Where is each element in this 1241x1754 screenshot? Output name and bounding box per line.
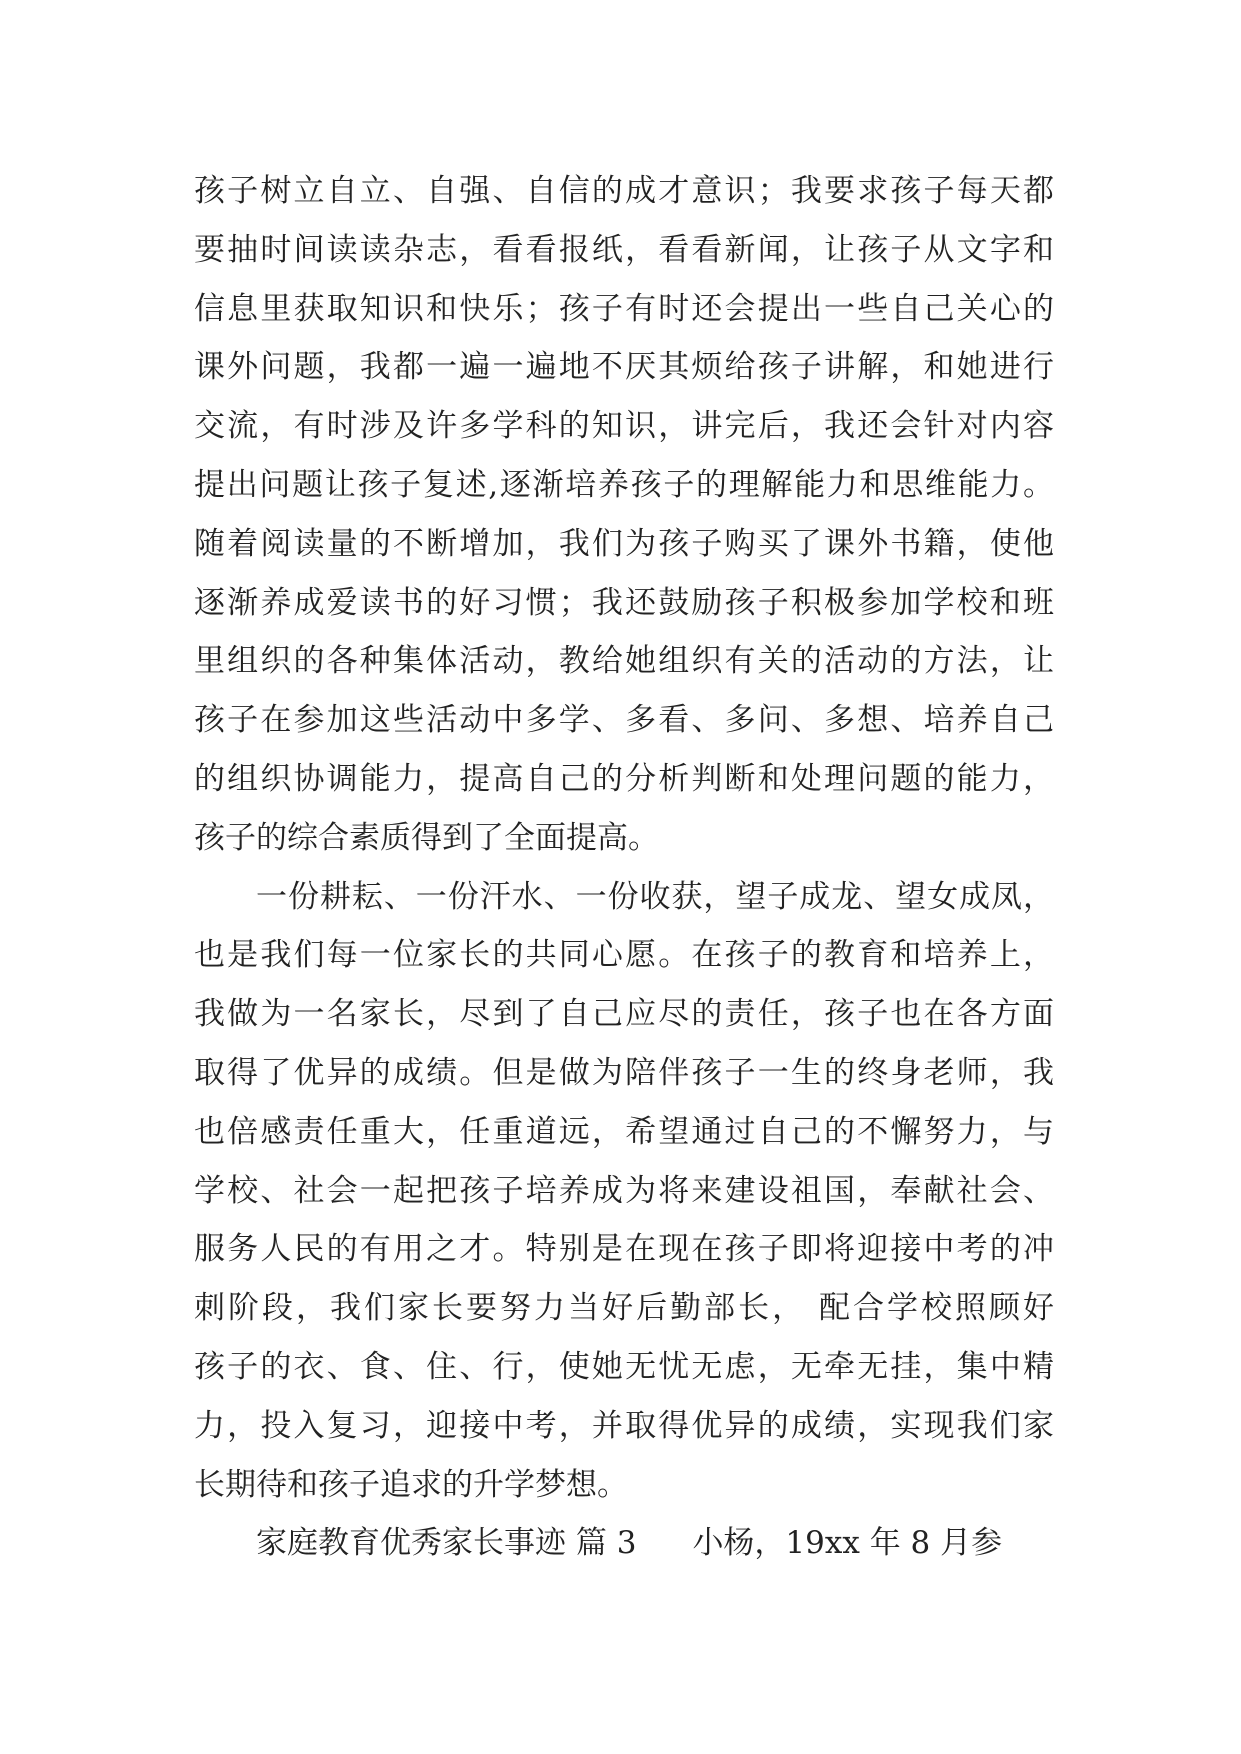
- text-line: 要抽时间读读杂志，看看报纸，看看新闻，让孩子从文字和: [194, 231, 1054, 268]
- text-line: 刺阶段，我们家长要努力当好后勤部长， 配合学校照顾好: [194, 1290, 1054, 1327]
- text-line: 也是我们每一位家长的共同心愿。在孩子的教育和培养上，: [194, 937, 1054, 974]
- text-line: 课外问题，我都一遍一遍地不厌其烦给孩子讲解，和她进行: [194, 349, 1054, 386]
- section-text-start: 小杨，19xx 年 8 月参: [692, 1525, 1003, 1562]
- text-line: 学校、社会一起把孩子培养成为将来建设祖国，奉献社会、: [194, 1172, 1054, 1209]
- text-line: 力，投入复习，迎接中考，并取得优异的成绩，实现我们家: [194, 1407, 1054, 1444]
- section-title: 家庭教育优秀家长事迹 篇 3: [256, 1525, 637, 1562]
- document-body: [194, 162, 1054, 1573]
- section-heading-line: [194, 1514, 1054, 1573]
- text-line: 我做为一名家长，尽到了自己应尽的责任，孩子也在各方面: [194, 996, 1054, 1033]
- text-line: 取得了优异的成绩。但是做为陪伴孩子一生的终身老师，我: [194, 1054, 1054, 1091]
- text-line: 孩子树立自立、自强、自信的成才意识；我要求孩子每天都: [194, 173, 1054, 209]
- paragraph-2: [194, 868, 1054, 1515]
- text-line: 的组织协调能力，提高自己的分析判断和处理问题的能力，: [194, 760, 1054, 797]
- text-line: 逐渐养成爱读书的好习惯；我还鼓励孩子积极参加学校和班: [194, 584, 1054, 621]
- text-line: 信息里获取知识和快乐；孩子有时还会提出一些自己关心的: [194, 290, 1054, 327]
- text-line: 长期待和孩子追求的升学梦想。: [194, 1466, 628, 1503]
- text-line: 一份耕耘、一份汗水、一份收获，望子成龙、望女成凤，: [256, 878, 1054, 915]
- paragraph-1: [194, 162, 1054, 868]
- text-line: 孩子在参加这些活动中多学、多看、多问、多想、培养自己: [194, 702, 1054, 739]
- text-line: 服务人民的有用之才。特别是在现在孩子即将迎接中考的冲: [194, 1231, 1054, 1268]
- text-line: 提出问题让孩子复述,逐渐培养孩子的理解能力和思维能力。: [194, 466, 1054, 503]
- text-line: 孩子的衣、食、住、行，使她无忧无虑，无牵无挂，集中精: [194, 1348, 1054, 1385]
- text-line: 里组织的各种集体活动，教给她组织有关的活动的方法，让: [194, 643, 1054, 680]
- text-line: 也倍感责任重大，任重道远，希望通过自己的不懈努力，与: [194, 1113, 1054, 1150]
- text-line: 孩子的综合素质得到了全面提高。: [194, 819, 659, 856]
- text-line: 交流，有时涉及许多学科的知识，讲完后，我还会针对内容: [194, 408, 1054, 445]
- text-line: 随着阅读量的不断增加，我们为孩子购买了课外书籍，使他: [194, 525, 1054, 562]
